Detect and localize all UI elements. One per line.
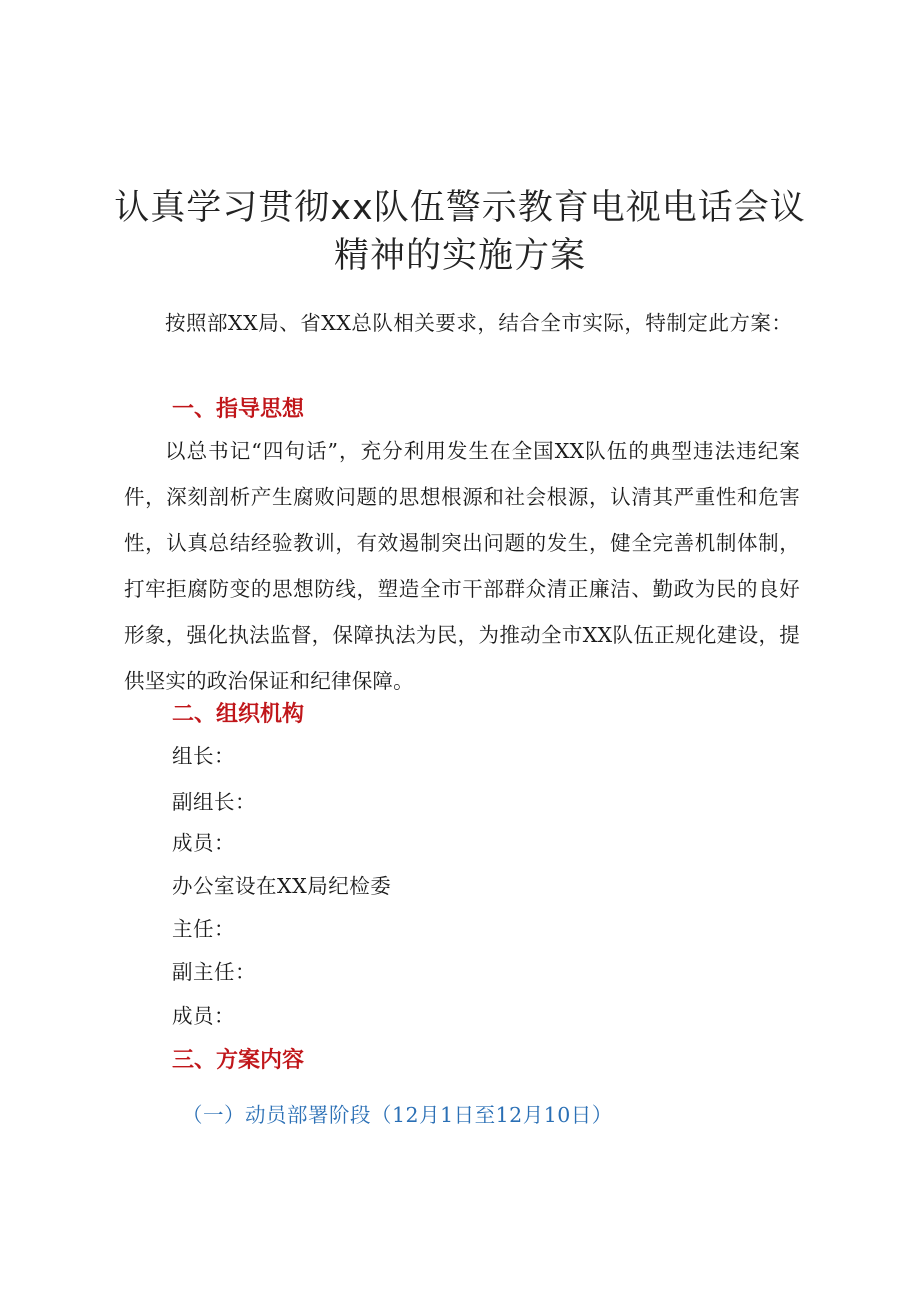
subsection-heading-mobilization: （一）动员部署阶段（12月1日至12月10日） [182,1103,613,1127]
intro-paragraph: 按照部XX局、省XX总队相关要求，结合全市实际，特制定此方案： [165,311,793,335]
org-line-members: 成员： [172,831,235,855]
document-title-line-2: 精神的实施方案 [333,236,586,276]
section-heading-guiding-ideology: 一、指导思想 [172,397,305,422]
org-line-leader: 组长： [172,744,235,768]
guiding-ideology-paragraph: 以总书记“四句话”，充分利用发生在全国XX队伍的典型违法违纪案件，深刻剖析产生腐败问题的思想根源和社会根源，认清其严重性和危害性，认真总结经验教训，有效遏制突出问题的发生，健全完善机制体制，打牢拒腐防变的思想防线，塑造全市干部群众清正廉洁、勤政为民的良好形象，强化执法监督，保障执法为民，为推动全市XX队伍正规化建设，提供坚实的政治保证和纪律保障。 [124,439,800,693]
section-heading-plan-content: 三、方案内容 [172,1048,305,1073]
document-title-line-1: 认真学习贯彻xx队伍警示教育电视电话会议 [114,188,806,228]
section-heading-organization: 二、组织机构 [172,702,305,727]
org-line-office: 办公室设在XX局纪检委 [172,874,392,898]
org-line-director: 主任： [172,917,235,941]
org-line-deputy-director: 副主任： [172,960,256,984]
org-line-office-members: 成员： [172,1004,235,1028]
org-line-deputy-leader: 副组长： [172,790,256,814]
